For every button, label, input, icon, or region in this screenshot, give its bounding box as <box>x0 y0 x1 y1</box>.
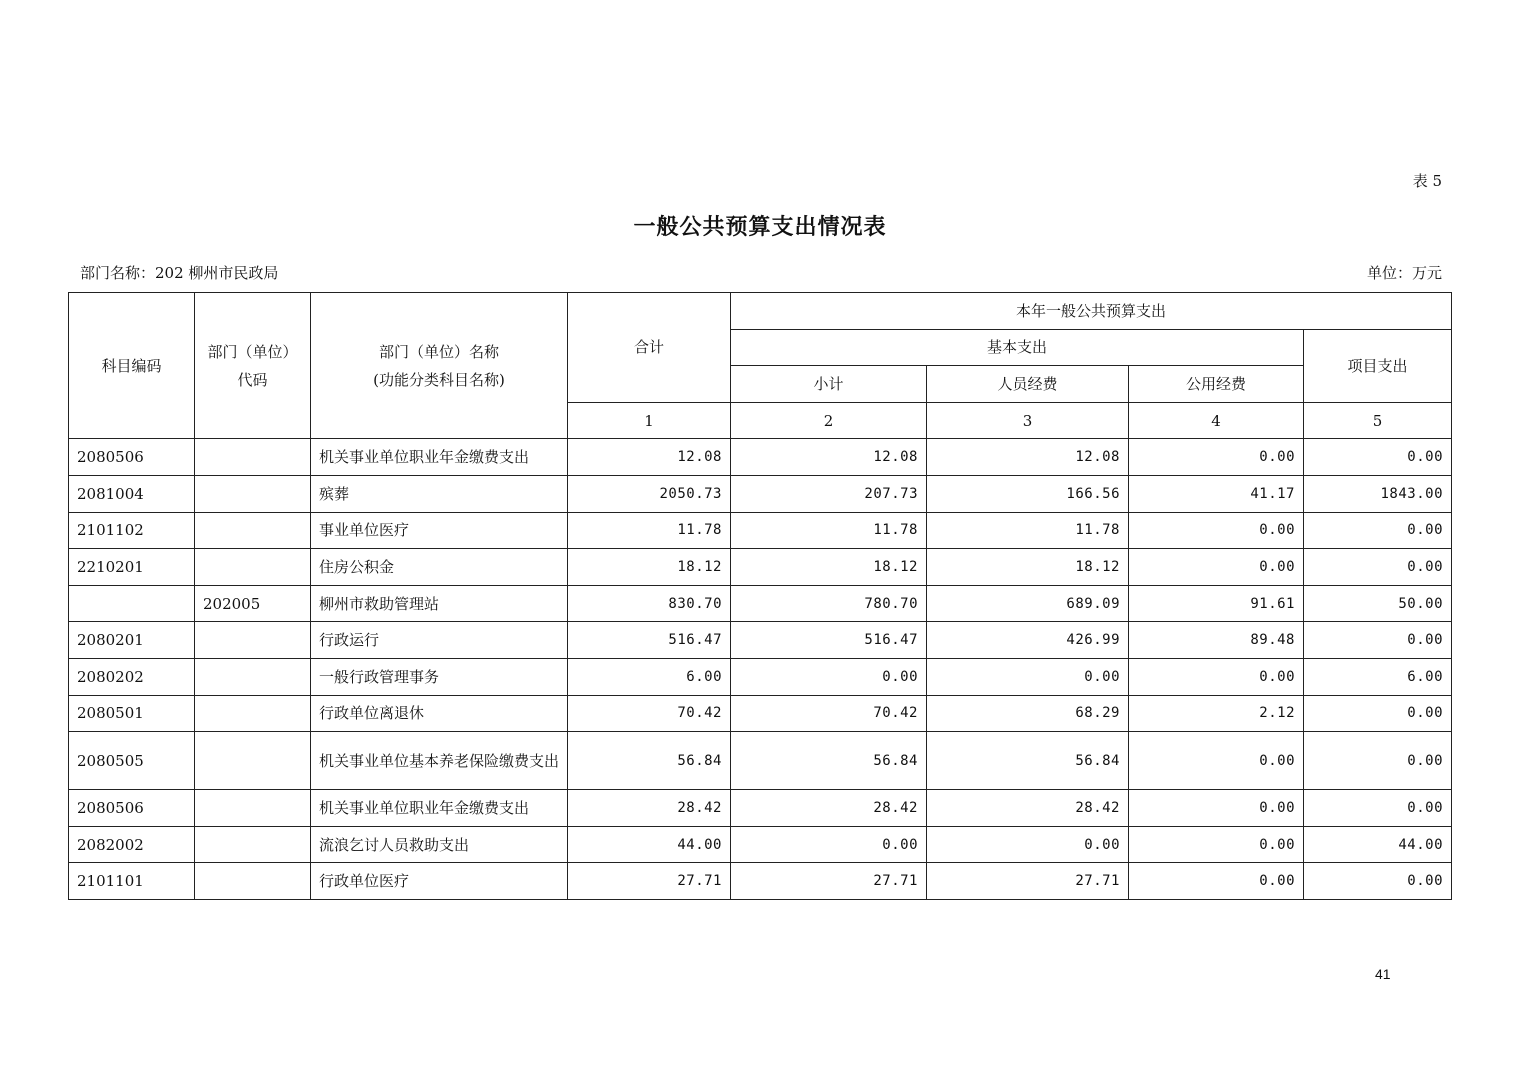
project-cell: 0.00 <box>1304 732 1452 790</box>
table-row <box>69 863 1452 900</box>
personnel-cell: 166.56 <box>927 475 1129 512</box>
subtotal-cell: 207.73 <box>731 475 927 512</box>
header-dept-name-line2: (功能分类科目名称) <box>373 370 505 389</box>
subtotal-cell: 70.42 <box>731 695 927 732</box>
header-dept-code: 部门（单位）代码 <box>195 293 311 439</box>
header-project: 项目支出 <box>1304 329 1452 402</box>
department-name: 部门名称：202 柳州市民政局 <box>80 264 279 282</box>
dept-code-cell <box>195 439 311 476</box>
total-cell: 6.00 <box>568 658 731 695</box>
dept-code-cell <box>195 732 311 790</box>
subtotal-cell: 56.84 <box>731 732 927 790</box>
subject-code-cell: 2101102 <box>69 512 195 549</box>
subject-code-cell: 2080506 <box>69 439 195 476</box>
table-row <box>69 695 1452 732</box>
subject-name-cell: 行政运行 <box>311 622 568 659</box>
subject-code-cell: 2080501 <box>69 695 195 732</box>
project-cell: 0.00 <box>1304 549 1452 586</box>
table-number: 表 5 <box>1412 172 1442 190</box>
subject-code-cell: 2101101 <box>69 863 195 900</box>
dept-code-cell <box>195 695 311 732</box>
dept-code-cell <box>195 658 311 695</box>
total-cell: 830.70 <box>568 585 731 622</box>
personnel-cell: 18.12 <box>927 549 1129 586</box>
header-personnel: 人员经费 <box>927 366 1129 403</box>
subject-code-cell: 2080505 <box>69 732 195 790</box>
table-row <box>69 585 1452 622</box>
subject-code-cell: 2080506 <box>69 790 195 827</box>
public-cell: 0.00 <box>1129 863 1304 900</box>
header-basic: 基本支出 <box>731 329 1304 366</box>
table-row <box>69 475 1452 512</box>
subtotal-cell: 27.71 <box>731 863 927 900</box>
total-cell: 28.42 <box>568 790 731 827</box>
table-row <box>69 826 1452 863</box>
dept-code-cell <box>195 549 311 586</box>
header-dept-name-line1: 部门（单位）名称 <box>378 342 499 361</box>
page-number: 41 <box>1375 966 1391 982</box>
header-col-1: 1 <box>568 402 731 439</box>
table-row <box>69 512 1452 549</box>
personnel-cell: 12.08 <box>927 439 1129 476</box>
dept-code-cell <box>195 622 311 659</box>
project-cell: 0.00 <box>1304 695 1452 732</box>
total-cell: 11.78 <box>568 512 731 549</box>
public-cell: 0.00 <box>1129 439 1304 476</box>
header-subject-code: 科目编码 <box>69 293 195 439</box>
subject-name-cell: 行政单位离退休 <box>311 695 568 732</box>
project-cell: 0.00 <box>1304 439 1452 476</box>
personnel-cell: 0.00 <box>927 826 1129 863</box>
project-cell: 44.00 <box>1304 826 1452 863</box>
subject-name-cell: 一般行政管理事务 <box>311 658 568 695</box>
header-group: 本年一般公共预算支出 <box>731 293 1452 330</box>
subject-name-cell: 行政单位医疗 <box>311 863 568 900</box>
table-row <box>69 549 1452 586</box>
public-cell: 41.17 <box>1129 475 1304 512</box>
subject-code-cell: 2080201 <box>69 622 195 659</box>
personnel-cell: 28.42 <box>927 790 1129 827</box>
subject-name-cell: 机关事业单位职业年金缴费支出 <box>311 439 568 476</box>
document-title: 一般公共预算支出情况表 <box>633 214 887 240</box>
project-cell: 0.00 <box>1304 790 1452 827</box>
dept-code-cell <box>195 826 311 863</box>
subtotal-cell: 11.78 <box>731 512 927 549</box>
subject-code-cell: 2082002 <box>69 826 195 863</box>
subject-name-cell: 事业单位医疗 <box>311 512 568 549</box>
header-col-3: 3 <box>927 402 1129 439</box>
header-dept-name <box>311 293 568 439</box>
public-cell: 89.48 <box>1129 622 1304 659</box>
dept-code-cell <box>195 790 311 827</box>
subtotal-cell: 28.42 <box>731 790 927 827</box>
public-cell: 0.00 <box>1129 549 1304 586</box>
personnel-cell: 27.71 <box>927 863 1129 900</box>
subtotal-cell: 0.00 <box>731 658 927 695</box>
public-cell: 0.00 <box>1129 826 1304 863</box>
header-public: 公用经费 <box>1129 366 1304 403</box>
table-row <box>69 732 1452 790</box>
personnel-cell: 0.00 <box>927 658 1129 695</box>
subject-name-cell: 流浪乞讨人员救助支出 <box>311 826 568 863</box>
total-cell: 18.12 <box>568 549 731 586</box>
subject-name-cell: 机关事业单位职业年金缴费支出 <box>311 790 568 827</box>
personnel-cell: 689.09 <box>927 585 1129 622</box>
public-cell: 0.00 <box>1129 790 1304 827</box>
header-col-5: 5 <box>1304 402 1452 439</box>
header-total: 合计 <box>568 293 731 403</box>
personnel-cell: 11.78 <box>927 512 1129 549</box>
dept-code-cell <box>195 863 311 900</box>
public-cell: 0.00 <box>1129 732 1304 790</box>
dept-code-cell: 202005 <box>195 585 311 622</box>
total-cell: 70.42 <box>568 695 731 732</box>
subject-code-cell <box>69 585 195 622</box>
header-col-4: 4 <box>1129 402 1304 439</box>
total-cell: 2050.73 <box>568 475 731 512</box>
subtotal-cell: 18.12 <box>731 549 927 586</box>
public-cell: 2.12 <box>1129 695 1304 732</box>
total-cell: 12.08 <box>568 439 731 476</box>
subtotal-cell: 0.00 <box>731 826 927 863</box>
subtotal-cell: 516.47 <box>731 622 927 659</box>
public-cell: 91.61 <box>1129 585 1304 622</box>
budget-expenditure-table <box>68 292 1452 900</box>
subject-name-cell: 住房公积金 <box>311 549 568 586</box>
total-cell: 44.00 <box>568 826 731 863</box>
total-cell: 516.47 <box>568 622 731 659</box>
unit-label: 单位：万元 <box>1366 264 1442 282</box>
subject-name-cell: 殡葬 <box>311 475 568 512</box>
table-row <box>69 790 1452 827</box>
subject-code-cell: 2080202 <box>69 658 195 695</box>
project-cell: 0.00 <box>1304 512 1452 549</box>
subtotal-cell: 12.08 <box>731 439 927 476</box>
personnel-cell: 68.29 <box>927 695 1129 732</box>
subject-name-cell: 机关事业单位基本养老保险缴费支出 <box>311 732 568 790</box>
project-cell: 6.00 <box>1304 658 1452 695</box>
table-row <box>69 622 1452 659</box>
public-cell: 0.00 <box>1129 512 1304 549</box>
subtotal-cell: 780.70 <box>731 585 927 622</box>
total-cell: 27.71 <box>568 863 731 900</box>
personnel-cell: 426.99 <box>927 622 1129 659</box>
project-cell: 0.00 <box>1304 863 1452 900</box>
subject-code-cell: 2081004 <box>69 475 195 512</box>
subject-code-cell: 2210201 <box>69 549 195 586</box>
personnel-cell: 56.84 <box>927 732 1129 790</box>
header-subtotal: 小计 <box>731 366 927 403</box>
dept-code-cell <box>195 475 311 512</box>
subject-name-cell: 柳州市救助管理站 <box>311 585 568 622</box>
project-cell: 0.00 <box>1304 622 1452 659</box>
project-cell: 50.00 <box>1304 585 1452 622</box>
public-cell: 0.00 <box>1129 658 1304 695</box>
project-cell: 1843.00 <box>1304 475 1452 512</box>
dept-code-cell <box>195 512 311 549</box>
header-col-2: 2 <box>731 402 927 439</box>
total-cell: 56.84 <box>568 732 731 790</box>
table-row <box>69 439 1452 476</box>
table-row <box>69 658 1452 695</box>
